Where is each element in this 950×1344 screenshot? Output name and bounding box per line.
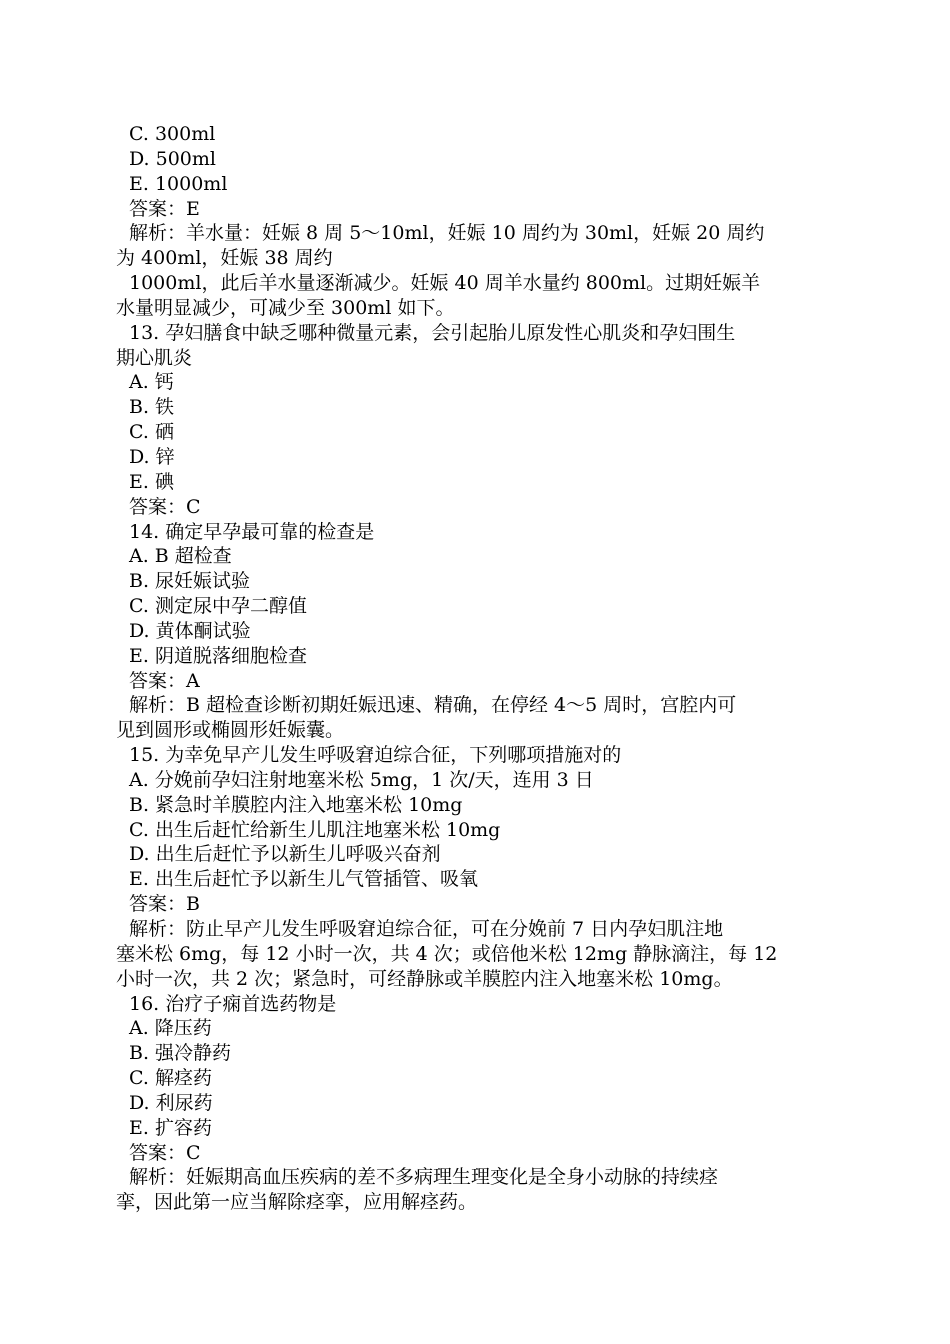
- text-line: D. 利尿药: [129, 1091, 213, 1114]
- text-line: 为 400ml，妊娠 38 周约: [116, 247, 333, 270]
- text-line: 解析：妊娠期高血压疾病的差不多病理生理变化是全身小动脉的持续痉: [129, 1166, 719, 1189]
- text-line: 16. 治疗子痫首选药物是: [129, 992, 337, 1015]
- text-line: E. 阴道脱落细胞检查: [129, 644, 307, 667]
- text-line: 塞米松 6mg，每 12 小时一次，共 4 次；或倍他米松 12mg 静脉滴注，每 12: [116, 942, 778, 965]
- text-line: 答案：E: [129, 197, 200, 220]
- text-line: E. 扩容药: [129, 1116, 212, 1139]
- text-line: C. 测定尿中孕二醇值: [129, 595, 307, 618]
- text-line: D. 500ml: [129, 147, 216, 170]
- text-line: 挛，因此第一应当解除痉挛，应用解痉药。: [116, 1191, 478, 1214]
- text-line: 解析：B 超检查诊断初期妊娠迅速、精确，在停经 4～5 周时，宫腔内可: [129, 694, 737, 717]
- text-line: 13. 孕妇膳食中缺乏哪种微量元素，会引起胎儿原发性心肌炎和孕妇围生: [129, 321, 736, 344]
- text-line: E. 出生后赶忙予以新生儿气管插管、吸氧: [129, 868, 478, 891]
- text-line: 15. 为幸免早产儿发生呼吸窘迫综合征，下列哪项措施对的: [129, 744, 622, 767]
- text-line: B. 强冷静药: [129, 1042, 232, 1065]
- text-line: E. 碘: [129, 470, 174, 493]
- text-line: 见到圆形或椭圆形妊娠囊。: [116, 719, 345, 742]
- text-line: 解析：防止早产儿发生呼吸窘迫综合征，可在分娩前 7 日内孕妇肌注地: [129, 918, 724, 940]
- text-line: D. 锌: [129, 445, 175, 468]
- text-line: 1000ml，此后羊水量逐渐减少。妊娠 40 周羊水量约 800ml。过期妊娠羊: [129, 272, 761, 295]
- text-line: 期心肌炎: [116, 346, 193, 369]
- text-line: B. 尿妊娠试验: [129, 570, 251, 593]
- text-line: E. 1000ml: [129, 172, 228, 195]
- text-line: 水量明显减少，可减少至 300ml 如下。: [116, 296, 455, 319]
- text-line: 答案：C: [129, 495, 201, 518]
- text-line: 14. 确定早孕最可靠的检查是: [129, 520, 375, 543]
- text-line: 答案：A: [129, 669, 200, 692]
- text-line: A. 钙: [129, 371, 174, 394]
- text-line: 小时一次，共 2 次；紧急时，可经静脉或羊膜腔内注入地塞米松 10mg。: [116, 967, 733, 990]
- text-line: C. 解痉药: [129, 1067, 212, 1090]
- text-line: 解析：羊水量：妊娠 8 周 5～10ml，妊娠 10 周约为 30ml，妊娠 20 周约: [129, 222, 765, 245]
- text-line: 答案：C: [129, 1141, 201, 1164]
- text-line: D. 出生后赶忙予以新生儿呼吸兴奋剂: [129, 843, 441, 866]
- text-line: A. 降压药: [129, 1017, 212, 1040]
- text-line: A. 分娩前孕妇注射地塞米松 5mg，1 次/天，连用 3 日: [129, 768, 594, 791]
- text-line: C. 硒: [129, 421, 174, 444]
- text-line: B. 铁: [129, 396, 175, 419]
- text-line: C. 300ml: [129, 123, 216, 145]
- document-page: [116, 122, 836, 1215]
- text-line: 答案：B: [129, 893, 200, 916]
- text-line: A. B 超检查: [129, 545, 232, 568]
- text-line: B. 紧急时羊膜腔内注入地塞米松 10mg: [129, 793, 463, 816]
- text-line: C. 出生后赶忙给新生儿肌注地塞米松 10mg: [129, 818, 501, 841]
- text-line: D. 黄体酮试验: [129, 619, 251, 642]
